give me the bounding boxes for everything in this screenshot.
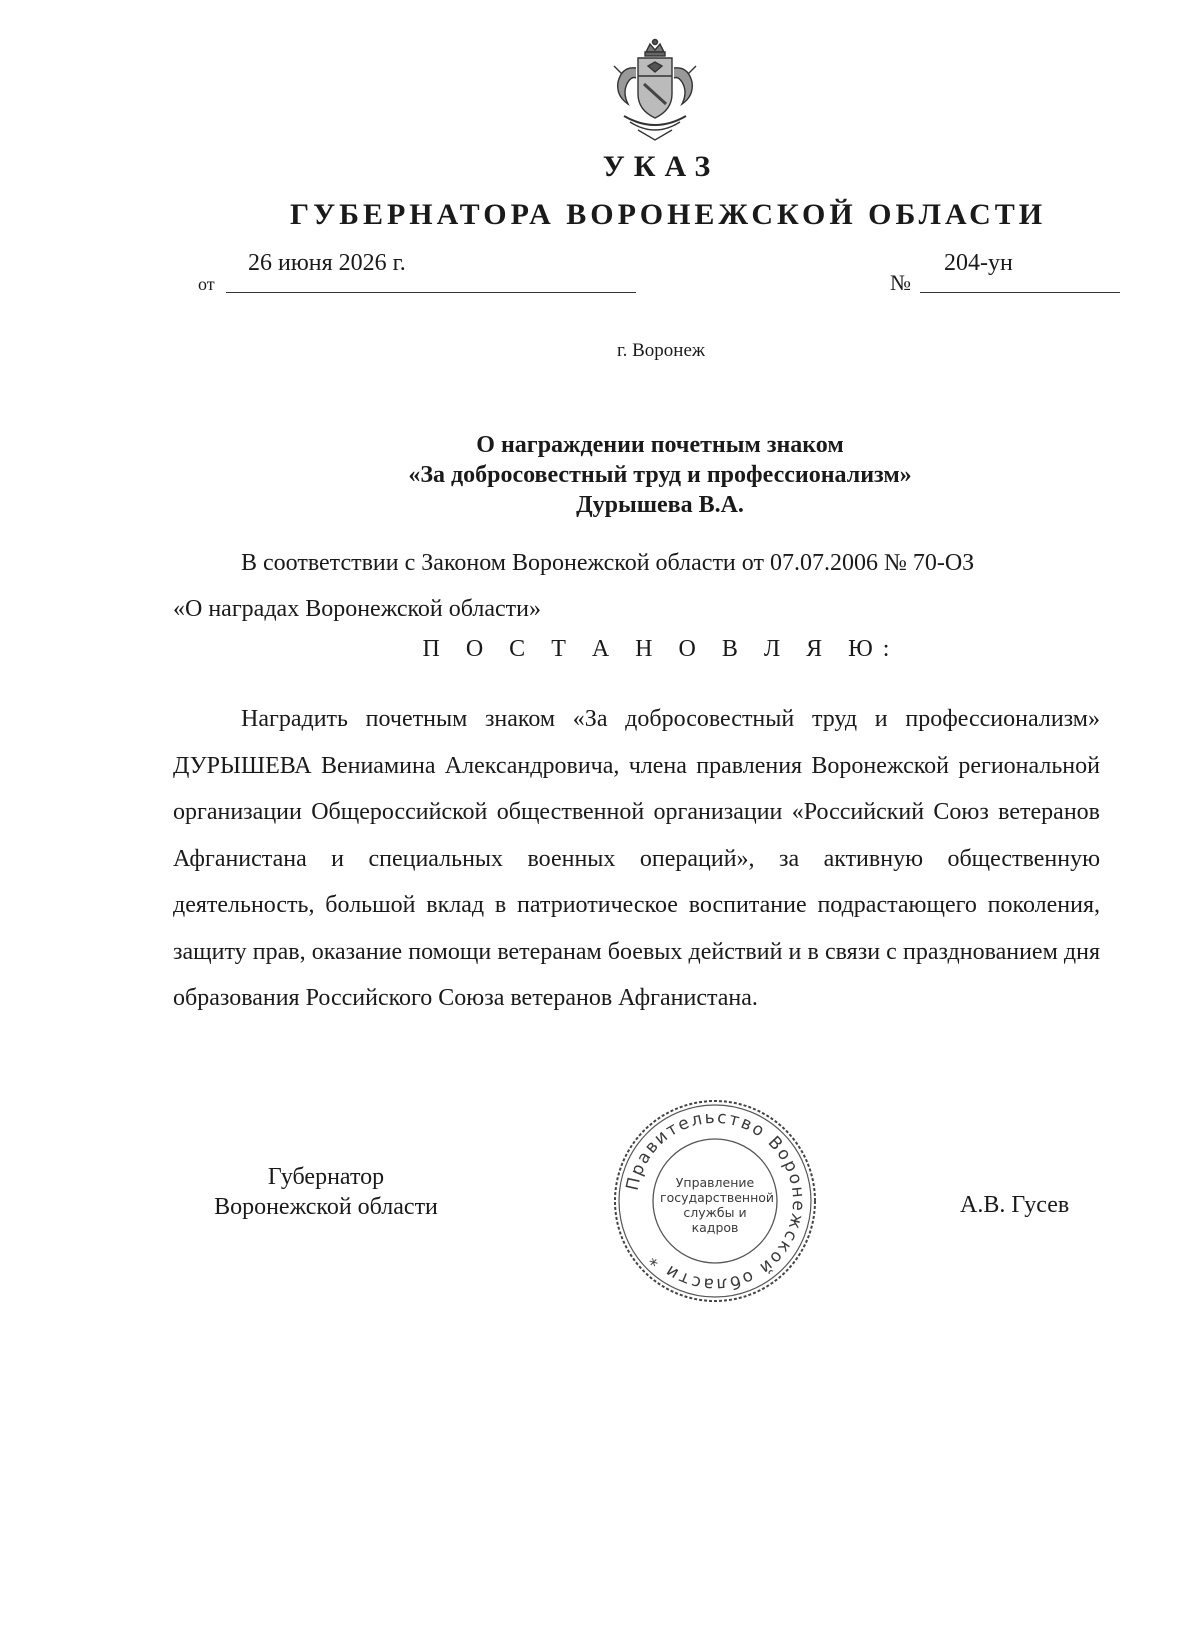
date-underline bbox=[226, 292, 636, 293]
seal-ring-textpath: Правительство Воронежской области * bbox=[622, 1107, 809, 1295]
subject-line-3: Дурышева В.А. bbox=[576, 492, 744, 518]
subject-line-2: «За добросовестный труд и профессионализм» bbox=[408, 462, 912, 488]
preamble-line-1: В соответствии с Законом Воронежской области от 07.07.2006 № 70-ОЗ bbox=[241, 550, 975, 576]
preamble-line-2: «О наградах Воронежской области» bbox=[173, 596, 542, 622]
number-underline bbox=[920, 292, 1120, 293]
document-body: Наградить почетным знаком «За добросовестный труд и профессионализм» ДУРЫШЕВА Вениамина Александровича, члена правления Воронежской региональной организации Общероссийской общественной организации «Российский Союз ветеранов Афганистана и специальных военных операций», за активную общественную деятельность, большой вклад в патриотическое воспитание подрастающего поколения, защиту прав, оказание помощи ветеранам боевых действий и в связи с празднованием дня образования Российского Союза ветеранов Афганистана. bbox=[173, 706, 1100, 1011]
signatory-name: А.В. Гусев bbox=[960, 1192, 1070, 1218]
coat-of-arms-icon bbox=[608, 38, 702, 142]
seal-center-text bbox=[660, 1175, 775, 1235]
decree-heading: П О С Т А Н О В Л Я Ю: bbox=[422, 636, 900, 662]
document-date: 26 июня 2026 г. bbox=[248, 250, 406, 276]
number-prefix: № bbox=[890, 270, 911, 295]
seal-center-line-2: государственной bbox=[660, 1190, 775, 1205]
signatory-position-line-1: Губернатор bbox=[267, 1164, 385, 1190]
official-seal bbox=[610, 1096, 820, 1306]
document-number-field bbox=[890, 250, 1120, 294]
seal-center-line-3: службы и кадров bbox=[683, 1205, 747, 1235]
document-city: г. Воронеж bbox=[616, 340, 706, 361]
signatory-position-line-2: Воронежской области bbox=[214, 1194, 438, 1220]
date-prefix: от bbox=[198, 274, 215, 294]
signatory-position bbox=[176, 1162, 476, 1222]
seal-center-line-1: Управление bbox=[675, 1175, 755, 1190]
document-preamble bbox=[173, 540, 1100, 632]
document-title: УКАЗ bbox=[602, 150, 720, 183]
document-number: 204-ун bbox=[944, 250, 1013, 276]
document-subject bbox=[300, 430, 1020, 520]
document-date-field bbox=[198, 250, 438, 294]
subject-line-1: О награждении почетным знаком bbox=[476, 432, 844, 458]
document-subtitle: ГУБЕРНАТОРА ВОРОНЕЖСКОЙ ОБЛАСТИ bbox=[290, 198, 1047, 231]
